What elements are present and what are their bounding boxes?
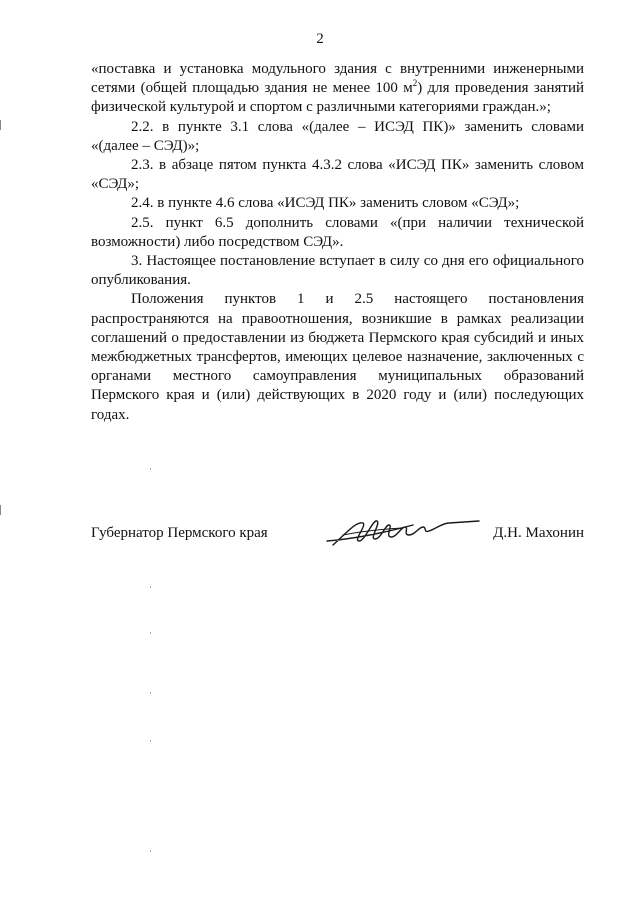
paragraph <box>91 290 584 424</box>
scan-mark <box>150 586 151 588</box>
paragraph-text: 3. Настоящее постановление вступает в силу со дня его официального опубликования. <box>91 253 584 289</box>
paragraph <box>91 60 584 118</box>
signature-block <box>91 511 584 551</box>
paragraph <box>91 252 584 290</box>
paragraph <box>91 156 584 194</box>
paragraph <box>91 214 584 252</box>
paragraph <box>91 118 584 156</box>
scan-edge-mark <box>0 505 1 515</box>
paragraph-text: ) для проведения занятий физической культурой и спортом с различными категориями граждан.»; <box>91 80 585 116</box>
paragraph-text: 2.5. пункт 6.5 дополнить словами «(при наличии технической возможности) либо посредством СЭД». <box>91 214 584 250</box>
paragraph-text: 2.4. в пункте 4.6 слова «ИСЭД ПК» заменить словом «СЭД»; <box>131 195 520 212</box>
paragraph <box>91 194 584 213</box>
signer-title: Губернатор Пермского края <box>91 525 268 541</box>
paragraph-text: 2.3. в абзаце пятом пункта 4.3.2 слова «ИСЭД ПК» заменить словом «СЭД»; <box>91 157 584 193</box>
paragraph-text: Положения пунктов 1 и 2.5 настоящего постановления распространяются на правоотношения, возникшие в рамках реализации соглашений о предоставлении из бюджета Пермского края субсидий и иных межбюджетных трансфертов, имеющих целевое назначение, заключенных с органами местного самоуправления муниципальных образований Пермского края и (или) действующих в 2020 году и (или) последующих годах. <box>91 291 584 423</box>
signer-name: Д.Н. Махонин <box>493 525 584 541</box>
handwritten-signature <box>323 511 483 551</box>
paragraph-text: 2.2. в пункте 3.1 слова «(далее – ИСЭД ПК)» заменить словами «(далее – СЭД)»; <box>91 118 584 154</box>
scan-edge-mark <box>0 120 1 130</box>
scan-mark <box>150 468 151 470</box>
body-text <box>91 60 584 425</box>
paragraph-text: «поставка и установка модульного здания с внутренними инженерными сетями (общей площадью здания не менее 100 м <box>91 61 584 97</box>
scan-mark <box>150 740 151 742</box>
scan-mark <box>150 632 151 634</box>
scan-mark <box>150 692 151 694</box>
scan-mark <box>150 850 151 852</box>
superscript: 2 <box>412 78 418 89</box>
page-number: 2 <box>316 31 324 47</box>
